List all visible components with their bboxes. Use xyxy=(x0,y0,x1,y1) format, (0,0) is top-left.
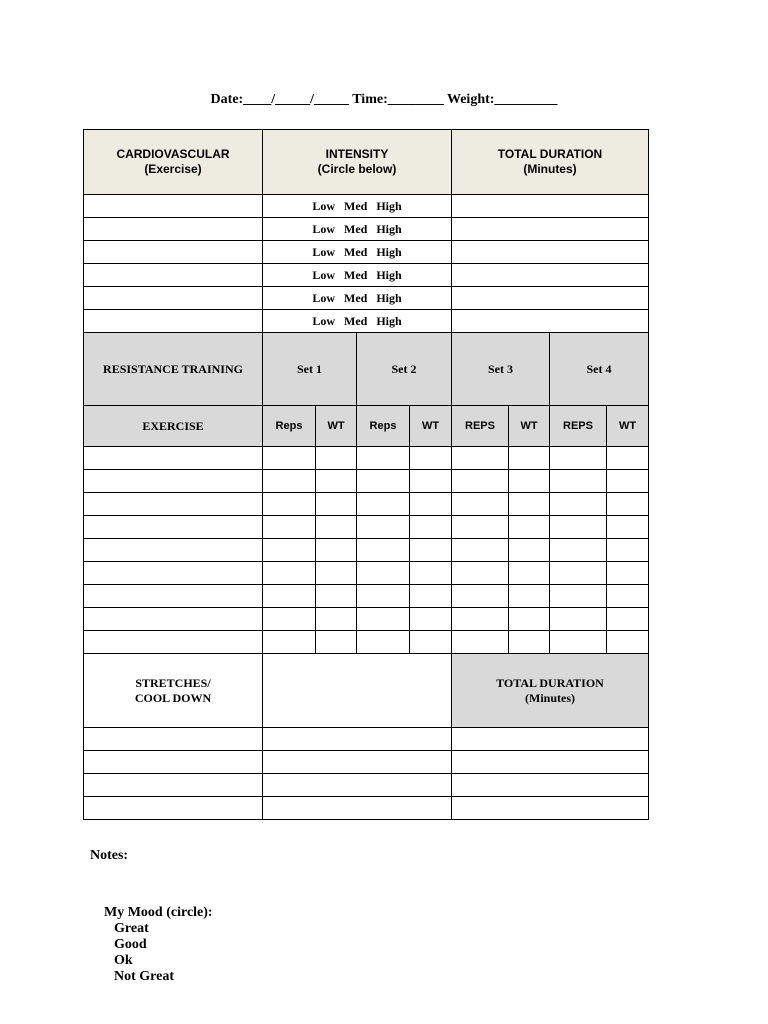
wt-cell[interactable] xyxy=(316,631,357,654)
reps-cell[interactable] xyxy=(263,585,316,608)
wt-cell[interactable] xyxy=(607,585,649,608)
resistance-row xyxy=(84,585,649,608)
wt-header-set-1: WT xyxy=(316,406,357,447)
cardio-header-row xyxy=(84,130,649,195)
resistance-row xyxy=(84,562,649,585)
set-2-header: Set 2 xyxy=(357,333,452,406)
resistance-row xyxy=(84,447,649,470)
reps-cell[interactable] xyxy=(357,539,410,562)
reps-cell[interactable] xyxy=(357,631,410,654)
resistance-row xyxy=(84,539,649,562)
resistance-exercise-cell[interactable] xyxy=(84,562,263,585)
cardio-exercise-cell[interactable] xyxy=(84,287,263,310)
wt-cell[interactable] xyxy=(316,562,357,585)
reps-cell[interactable] xyxy=(452,493,509,516)
reps-cell[interactable] xyxy=(550,562,607,585)
wt-cell[interactable] xyxy=(410,516,452,539)
wt-cell[interactable] xyxy=(316,493,357,516)
wt-cell[interactable] xyxy=(509,608,550,631)
resistance-exercise-cell[interactable] xyxy=(84,470,263,493)
mood-option-good[interactable]: Good xyxy=(114,937,147,952)
wt-cell[interactable] xyxy=(607,447,649,470)
resistance-row xyxy=(84,631,649,654)
reps-cell[interactable] xyxy=(550,493,607,516)
wt-cell[interactable] xyxy=(316,516,357,539)
set-3-header: Set 3 xyxy=(452,333,550,406)
reps-cell[interactable] xyxy=(263,493,316,516)
cardio-duration-header xyxy=(452,130,649,195)
wt-cell[interactable] xyxy=(410,608,452,631)
reps-cell[interactable] xyxy=(263,539,316,562)
reps-cell[interactable] xyxy=(452,539,509,562)
wt-cell[interactable] xyxy=(509,470,550,493)
reps-header-set-2: Reps xyxy=(357,406,410,447)
resistance-training-title: RESISTANCE TRAINING xyxy=(84,333,263,406)
reps-cell[interactable] xyxy=(452,562,509,585)
wt-cell[interactable] xyxy=(410,539,452,562)
set-1-header: Set 1 xyxy=(263,333,357,406)
reps-cell[interactable] xyxy=(550,447,607,470)
intensity-options[interactable]: Low Med High xyxy=(263,218,452,241)
cardio-exercise-header xyxy=(84,130,263,195)
intensity-options[interactable]: Low Med High xyxy=(263,287,452,310)
resistance-column-header-row xyxy=(84,406,649,447)
intensity-options[interactable]: Low Med High xyxy=(263,264,452,287)
resistance-row xyxy=(84,516,649,539)
wt-header-set-3: WT xyxy=(509,406,550,447)
cardio-row xyxy=(84,287,649,310)
notes-label: Notes: xyxy=(90,848,129,863)
wt-cell[interactable] xyxy=(509,585,550,608)
cardio-exercise-cell[interactable] xyxy=(84,241,263,264)
reps-header-set-3: REPS xyxy=(452,406,509,447)
reps-header-set-4: REPS xyxy=(550,406,607,447)
intensity-header xyxy=(263,130,452,195)
wt-cell[interactable] xyxy=(607,516,649,539)
wt-header-set-4: WT xyxy=(607,406,649,447)
reps-cell[interactable] xyxy=(550,470,607,493)
resistance-header-row xyxy=(84,333,649,406)
reps-cell[interactable] xyxy=(452,516,509,539)
stretches-row xyxy=(84,728,649,751)
wt-cell[interactable] xyxy=(316,470,357,493)
reps-cell[interactable] xyxy=(452,585,509,608)
stretches-duration-subtitle: (Minutes) xyxy=(525,690,575,705)
wt-cell[interactable] xyxy=(316,585,357,608)
resistance-exercise-cell[interactable] xyxy=(84,516,263,539)
cardio-row xyxy=(84,218,649,241)
reps-cell[interactable] xyxy=(357,493,410,516)
reps-cell[interactable] xyxy=(550,539,607,562)
intensity-options[interactable]: Low Med High xyxy=(263,241,452,264)
date-time-weight-line[interactable]: Date:____/_____/_____ Time:________ Weight:_________ xyxy=(210,92,558,107)
reps-cell[interactable] xyxy=(452,447,509,470)
wt-cell[interactable] xyxy=(607,539,649,562)
reps-cell[interactable] xyxy=(550,631,607,654)
stretch-name-cell[interactable] xyxy=(84,751,263,774)
stretches-title: STRETCHES/ xyxy=(135,675,211,690)
cardio-duration-cell[interactable] xyxy=(452,218,649,241)
cardio-duration-cell[interactable] xyxy=(452,195,649,218)
stretch-name-cell[interactable] xyxy=(84,797,263,820)
wt-cell[interactable] xyxy=(509,493,550,516)
reps-header-set-1: Reps xyxy=(263,406,316,447)
resistance-exercise-cell[interactable] xyxy=(84,585,263,608)
cardio-exercise-cell[interactable] xyxy=(84,310,263,333)
stretches-header xyxy=(84,654,263,728)
resistance-exercise-cell[interactable] xyxy=(84,608,263,631)
stretches-row xyxy=(84,774,649,797)
stretches-duration-title: TOTAL DURATION xyxy=(496,675,604,690)
wt-cell[interactable] xyxy=(607,562,649,585)
reps-cell[interactable] xyxy=(357,562,410,585)
cardio-title: CARDIOVASCULAR xyxy=(116,147,230,161)
wt-cell[interactable] xyxy=(607,493,649,516)
cardio-row xyxy=(84,264,649,287)
mood-label: My Mood (circle): xyxy=(104,905,213,920)
reps-cell[interactable] xyxy=(263,516,316,539)
stretch-detail-cell[interactable] xyxy=(263,751,452,774)
wt-cell[interactable] xyxy=(410,493,452,516)
cardio-row xyxy=(84,310,649,333)
set-4-header: Set 4 xyxy=(550,333,649,406)
intensity-subtitle: (Circle below) xyxy=(317,162,397,176)
reps-cell[interactable] xyxy=(550,516,607,539)
reps-cell[interactable] xyxy=(550,585,607,608)
wt-cell[interactable] xyxy=(509,631,550,654)
reps-cell[interactable] xyxy=(357,516,410,539)
reps-cell[interactable] xyxy=(263,562,316,585)
wt-cell[interactable] xyxy=(316,447,357,470)
intensity-options[interactable]: Low Med High xyxy=(263,195,452,218)
reps-cell[interactable] xyxy=(263,631,316,654)
wt-cell[interactable] xyxy=(316,539,357,562)
wt-cell[interactable] xyxy=(316,608,357,631)
cool-down-title: COOL DOWN xyxy=(134,690,212,705)
reps-cell[interactable] xyxy=(357,470,410,493)
wt-cell[interactable] xyxy=(607,631,649,654)
cardio-duration-cell[interactable] xyxy=(452,264,649,287)
resistance-row xyxy=(84,470,649,493)
reps-cell[interactable] xyxy=(550,608,607,631)
cardio-exercise-cell[interactable] xyxy=(84,195,263,218)
intensity-title: INTENSITY xyxy=(325,147,389,161)
reps-cell[interactable] xyxy=(357,447,410,470)
cardio-exercise-cell[interactable] xyxy=(84,264,263,287)
mood-line xyxy=(90,889,213,1001)
stretches-row xyxy=(84,797,649,820)
wt-cell[interactable] xyxy=(509,447,550,470)
stretches-header-row xyxy=(84,654,649,728)
cardio-duration-cell[interactable] xyxy=(452,241,649,264)
stretch-detail-cell[interactable] xyxy=(263,797,452,820)
cardio-duration-cell[interactable] xyxy=(452,310,649,333)
wt-cell[interactable] xyxy=(410,470,452,493)
stretch-duration-cell[interactable] xyxy=(452,797,649,820)
mood-option-great[interactable]: Great xyxy=(114,921,149,936)
cardio-row xyxy=(84,241,649,264)
stretch-detail-cell[interactable] xyxy=(263,728,452,751)
exercise-header: EXERCISE xyxy=(84,406,263,447)
stretch-duration-cell[interactable] xyxy=(452,751,649,774)
cardio-duration-title: TOTAL DURATION xyxy=(497,147,603,161)
wt-cell[interactable] xyxy=(410,447,452,470)
cardio-row xyxy=(84,195,649,218)
reps-cell[interactable] xyxy=(452,631,509,654)
stretches-row xyxy=(84,751,649,774)
stretch-name-cell[interactable] xyxy=(84,728,263,751)
wt-cell[interactable] xyxy=(607,470,649,493)
resistance-exercise-cell[interactable] xyxy=(84,539,263,562)
wt-cell[interactable] xyxy=(509,539,550,562)
cardio-subtitle: (Exercise) xyxy=(144,162,202,176)
reps-cell[interactable] xyxy=(452,608,509,631)
stretch-duration-cell[interactable] xyxy=(452,728,649,751)
wt-cell[interactable] xyxy=(509,516,550,539)
reps-cell[interactable] xyxy=(357,585,410,608)
resistance-row xyxy=(84,608,649,631)
wt-header-set-2: WT xyxy=(410,406,452,447)
wt-cell[interactable] xyxy=(410,585,452,608)
stretch-duration-cell[interactable] xyxy=(452,774,649,797)
reps-cell[interactable] xyxy=(263,447,316,470)
wt-cell[interactable] xyxy=(410,562,452,585)
reps-cell[interactable] xyxy=(357,608,410,631)
stretch-detail-cell[interactable] xyxy=(263,774,452,797)
wt-cell[interactable] xyxy=(607,608,649,631)
resistance-exercise-cell[interactable] xyxy=(84,493,263,516)
stretches-blank-header xyxy=(263,654,452,728)
workout-log-table xyxy=(83,129,649,820)
mood-option-not-great[interactable]: Not Great xyxy=(114,969,174,984)
wt-cell[interactable] xyxy=(410,631,452,654)
intensity-options[interactable]: Low Med High xyxy=(263,310,452,333)
resistance-exercise-cell[interactable] xyxy=(84,447,263,470)
reps-cell[interactable] xyxy=(263,470,316,493)
cardio-duration-cell[interactable] xyxy=(452,287,649,310)
resistance-row xyxy=(84,493,649,516)
cardio-duration-subtitle: (Minutes) xyxy=(523,162,577,176)
resistance-exercise-cell[interactable] xyxy=(84,631,263,654)
stretches-duration-header xyxy=(452,654,649,728)
reps-cell[interactable] xyxy=(452,470,509,493)
wt-cell[interactable] xyxy=(509,562,550,585)
mood-option-ok[interactable]: Ok xyxy=(114,953,133,968)
reps-cell[interactable] xyxy=(263,608,316,631)
cardio-exercise-cell[interactable] xyxy=(84,218,263,241)
stretch-name-cell[interactable] xyxy=(84,774,263,797)
